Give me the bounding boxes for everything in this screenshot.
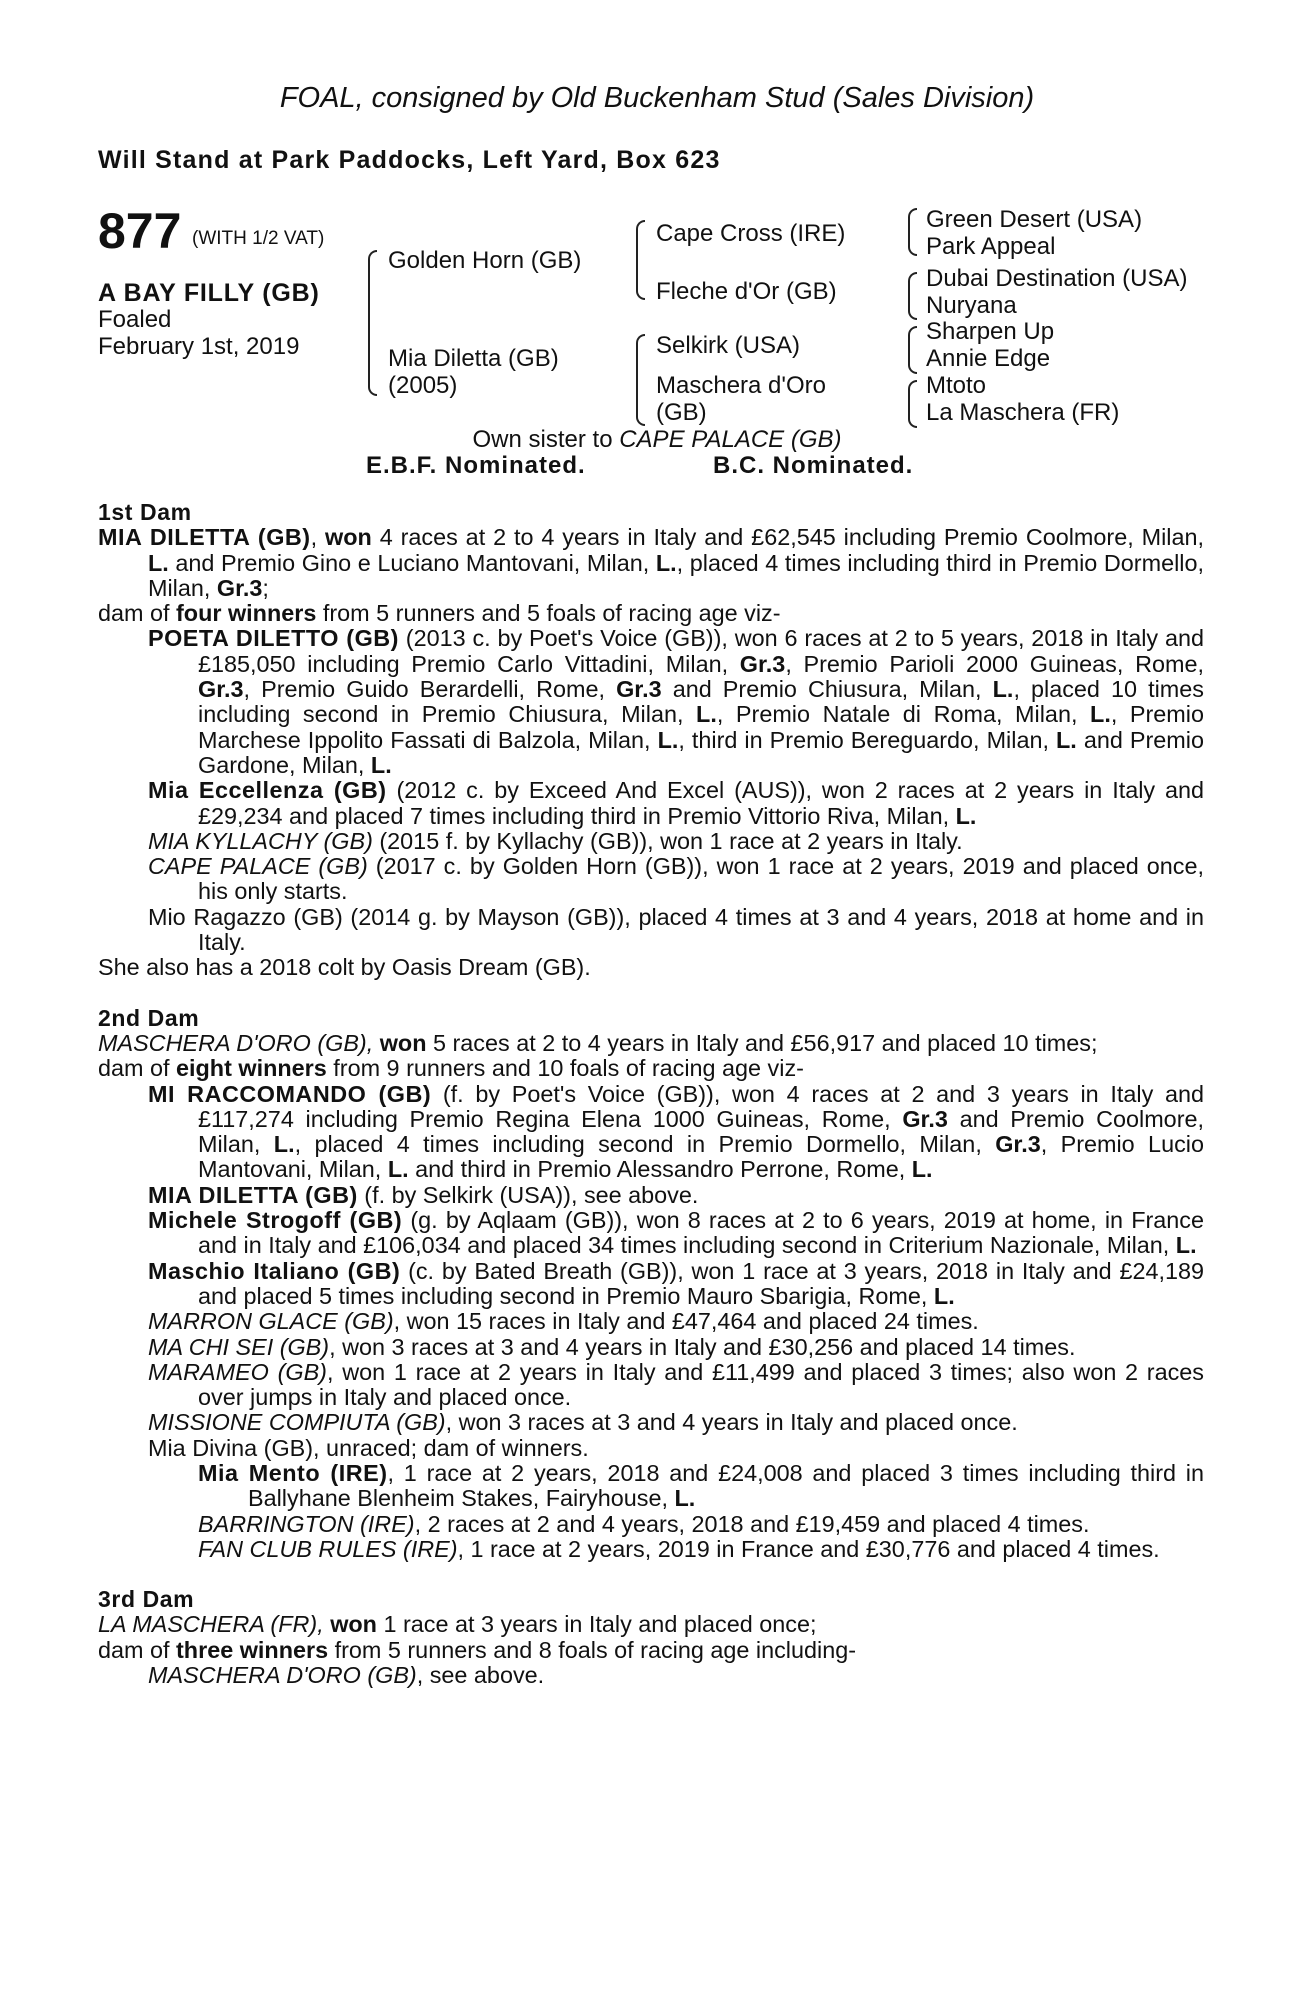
pedigree-ddd: La Maschera (FR) bbox=[926, 399, 1120, 426]
first-dam-also: She also has a 2018 colt by Oasis Dream (GB). bbox=[98, 954, 591, 981]
pedigree-dsd: Annie Edge bbox=[926, 345, 1051, 372]
produce-poeta-diletto: POETA DILETTO (GB) (2013 c. by Poet's Voice (GB)), won 6 races at 2 to 5 years, 2018 in Italy and £185,050 including Premio Carlo Vittadini, Milan, Gr.3, Premio Parioli 2000 Guineas, Rome, Gr.3, Premio Guido Berardelli, Rome, Gr.3 and Premio Chiusura, Milan, L., placed 10 times including second in Premio Chiusura, Milan, L., Premio Natale di Roma, Milan, L., Premio Marchese Ippolito Fassati di Balzola, Milan, L., third in Premio Bereguardo, Milan, L. and Premio Gardone, Milan, L. bbox=[148, 625, 1205, 778]
produce-mia-eccellenza: Mia Eccellenza (GB) (2012 c. by Exceed And Excel (AUS)), won 2 races at 2 years in Italy and £29,234 and placed 7 times including third in Premio Vittorio Riva, Milan, L. bbox=[148, 777, 1205, 829]
first-dam-record: MIA DILETTA (GB), won 4 races at 2 to 4 years in Italy and £62,545 including Premio Coolmore, Milan, L. and Premio Gino e Luciano Mantovani, Milan, L., placed 4 times including third in Premio Dormello, Milan, Gr.3; bbox=[98, 524, 1205, 601]
second-dam-record: MASCHERA D'ORO (GB), won 5 races at 2 to 4 years in Italy and £56,917 and placed 10 times; bbox=[98, 1029, 1098, 1056]
pedigree-dam-sire: Selkirk (USA) bbox=[656, 332, 801, 359]
produce-marameo: MARAMEO (GB), won 1 race at 2 years in Italy and £11,499 and placed 3 times; also won 2 races over jumps in Italy and placed once. bbox=[148, 1358, 1204, 1411]
produce-mia-divina: Mia Divina (GB), unraced; dam of winners. bbox=[148, 1434, 589, 1461]
stand-location: Will Stand at Park Paddocks, Left Yard, Box 623 bbox=[98, 146, 721, 174]
pedigree-dam-dam-suffix: (GB) bbox=[656, 399, 707, 426]
pedigree-brace-sire-dam bbox=[368, 250, 377, 396]
pedigree-brace-g3 bbox=[908, 326, 917, 374]
second-dam-heading: 2nd Dam bbox=[98, 1004, 200, 1031]
grandproduce-barrington: BARRINGTON (IRE), 2 races at 2 and 4 years, 2018 and £19,459 and placed 4 times. bbox=[198, 1510, 1090, 1537]
dam-sections bbox=[98, 500, 1204, 1688]
pedigree-dam-dam: Maschera d'Oro bbox=[656, 372, 826, 399]
grandproduce-mia-mento: Mia Mento (IRE), 1 race at 2 years, 2018 and £24,008 and placed 3 times including third in Ballyhane Blenheim Stakes, Fairyhouse, L. bbox=[198, 1459, 1204, 1512]
pedigree-sds: Dubai Destination (USA) bbox=[926, 265, 1188, 292]
grandproduce-fan-club-rules: FAN CLUB RULES (IRE), 1 race at 2 years, 2019 in France and £30,776 and placed 4 times. bbox=[198, 1535, 1160, 1562]
third-dam-produce-summary: dam of three winners from 5 runners and 8 foals of racing age including- bbox=[98, 1636, 856, 1663]
third-dam-heading: 3rd Dam bbox=[98, 1586, 195, 1613]
own-sister-note: Own sister to CAPE PALACE (GB) bbox=[472, 426, 842, 453]
produce-maschera-doro: MASCHERA D'ORO (GB), see above. bbox=[148, 1662, 545, 1689]
pedigree-dss: Sharpen Up bbox=[926, 318, 1055, 345]
produce-marron-glace: MARRON GLACE (GB), won 15 races in Italy and £47,464 and placed 24 times. bbox=[148, 1308, 979, 1335]
produce-mi-raccomando: MI RACCOMANDO (GB) (f. by Poet's Voice (GB)), won 4 races at 2 and 3 years in Italy and £117,274 including Premio Regina Elena 1000 Guineas, Rome, Gr.3 and Premio Coolmore, Milan, L., placed 4 times including second in Premio Dormello, Milan, Gr.3, Premio Lucio Mantovani, Milan, L. and third in Premio Alessandro Perrone, Rome, L. bbox=[148, 1080, 1205, 1183]
pedigree-brace-g2 bbox=[908, 272, 917, 320]
pedigree-sire: Golden Horn (GB) bbox=[388, 247, 582, 274]
pedigree-sire-sire: Cape Cross (IRE) bbox=[656, 220, 846, 247]
lot-name: A BAY FILLY (GB) bbox=[98, 279, 320, 307]
bc-nominated: B.C. Nominated. bbox=[713, 452, 914, 479]
pedigree-brace-g4 bbox=[908, 380, 917, 428]
foaled-label: Foaled bbox=[98, 306, 172, 333]
pedigree-sss: Green Desert (USA) bbox=[926, 206, 1143, 233]
third-dam-record: LA MASCHERA (FR), won 1 race at 3 years in Italy and placed once; bbox=[98, 1611, 817, 1638]
produce-mio-ragazzo: Mio Ragazzo (GB) (2014 g. by Mayson (GB)), placed 4 times at 3 and 4 years, 2018 at home and in Italy. bbox=[148, 903, 1204, 956]
produce-ma-chi-sei: MA CHI SEI (GB), won 3 races at 3 and 4 years in Italy and £30,256 and placed 14 times. bbox=[148, 1333, 1076, 1360]
foaled-date: February 1st, 2019 bbox=[98, 333, 300, 360]
consignor-title: FOAL, consigned by Old Buckenham Stud (Sales Division) bbox=[279, 82, 1035, 114]
first-dam-heading: 1st Dam bbox=[98, 499, 192, 525]
pedigree-brace-g1 bbox=[908, 208, 917, 256]
produce-maschio-italiano: Maschio Italiano (GB) (c. by Bated Breath (GB)), won 1 race at 3 years, 2018 in Italy and £24,189 and placed 5 times including second in Premio Mauro Sbarigia, Rome, L. bbox=[148, 1257, 1204, 1309]
pedigree-ssd: Park Appeal bbox=[926, 233, 1056, 260]
produce-michele-strogoff: Michele Strogoff (GB) (g. by Aqlaam (GB)), won 8 races at 2 to 6 years, 2019 at home, in France and in Italy and £106,034 and placed 34 times including second in Criterium Nazionale, Milan, L. bbox=[148, 1207, 1204, 1259]
first-dam-produce-summary: dam of four winners from 5 runners and 5 foals of racing age viz- bbox=[98, 600, 781, 627]
pedigree-dam: Mia Diletta (GB) bbox=[388, 345, 559, 372]
vat-note: (WITH 1/2 VAT) bbox=[192, 228, 325, 249]
second-dam-produce-summary: dam of eight winners from 9 runners and 10 foals of racing age viz- bbox=[98, 1055, 804, 1082]
produce-mia-diletta: MIA DILETTA (GB) (f. by Selkirk (USA)), see above. bbox=[148, 1181, 699, 1208]
pedigree-brace-sire-parents bbox=[636, 220, 645, 300]
pedigree-sdd: Nuryana bbox=[926, 292, 1017, 319]
pedigree-brace-dam-parents bbox=[636, 334, 645, 426]
pedigree-sire-dam: Fleche d'Or (GB) bbox=[656, 278, 837, 305]
pedigree-dds: Mtoto bbox=[926, 372, 987, 399]
lot-number: 877 bbox=[98, 203, 182, 259]
own-sister-name: CAPE PALACE (GB) bbox=[619, 426, 842, 453]
produce-mia-kyllachy: MIA KYLLACHY (GB) (2015 f. by Kyllachy (GB)), won 1 race at 2 years in Italy. bbox=[148, 827, 963, 854]
pedigree-dam-year: (2005) bbox=[388, 372, 458, 399]
produce-cape-palace: CAPE PALACE (GB) (2017 c. by Golden Horn (GB)), won 1 race at 2 years, 2019 and placed once, his only starts. bbox=[148, 853, 1204, 905]
produce-missione-compiuta: MISSIONE COMPIUTA (GB), won 3 races at 3 and 4 years in Italy and placed once. bbox=[148, 1409, 1018, 1436]
ebf-nominated: E.B.F. Nominated. bbox=[366, 452, 586, 479]
